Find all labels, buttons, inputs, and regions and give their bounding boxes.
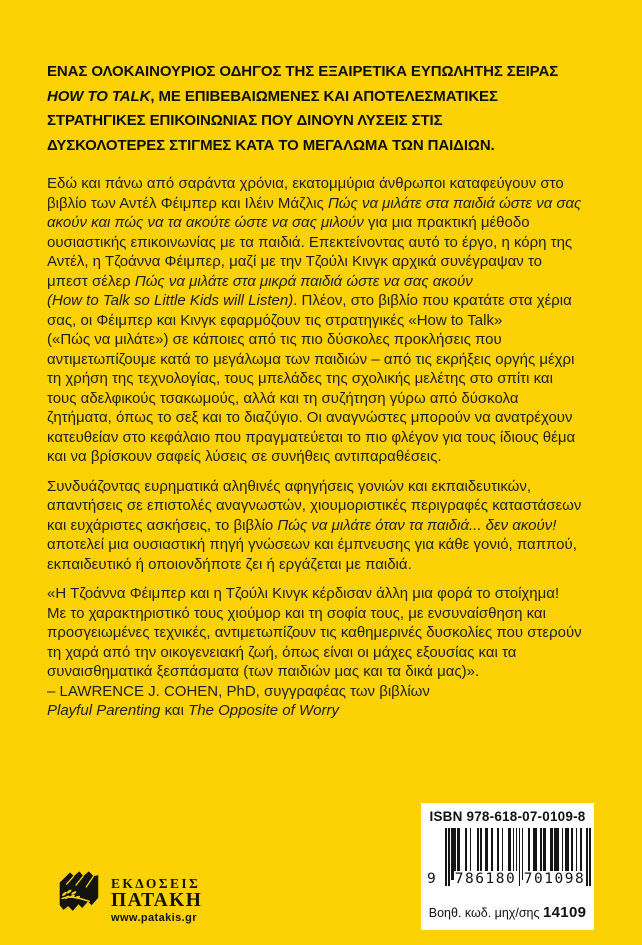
- publisher-name-block: [111, 868, 202, 924]
- publisher-logo: [55, 868, 202, 924]
- barcode-digit-group: 701098: [523, 871, 586, 887]
- paragraph: Συνδυάζοντας ευρηματικά αληθινές αφηγήσεις γονιών και εκπαιδευτικών, απαντήσεις σε επιστολές αναγνωστών, χιουμοριστικές περιγραφές καταστάσεων και ευχάριστες ασκήσεις, το βιβλίο Πώς να μιλάτε όταν τα παιδιά... δεν ακούν! αποτελεί μια ουσιαστική πηγή γνώσεων και έμπνευσης για κάθε γονιό, παππού, εκπαιδευτικό ή οποιονδήποτε ζει ή εργάζεται με παιδιά.: [47, 477, 582, 573]
- cover-headline: ΕΝΑΣ ΟΛΟΚΑΙΝΟΥΡΙΟΣ ΟΔΗΓΟΣ ΤΗΣ ΕΞΑΙΡΕΤΙΚΑ ΕΥΠΩΛΗΤΗΣ ΣΕΙΡΑΣ HOW TO TALK, ΜΕ ΕΠΙΒΕΒΑΙΩΜΕΝΕΣ ΚΑΙ ΑΠΟΤΕΛΕΣΜΑΤΙΚΕΣ ΣΤΡΑΤΗΓΙΚΕΣ ΕΠΙΚΟΙΝΩΝΙΑΣ ΠΟΥ ΔΙΝΟΥΝ ΛΥΣΕΙΣ ΣΤΙΣ ΔΥΣΚΟΛΟΤΕΡΕΣ ΣΤΙΓΜΕΣ ΚΑΤΑ ΤΟ ΜΕΓΑΛΩΜΑ ΤΩΝ ΠΑΙΔΙΩΝ.: [47, 63, 559, 154]
- publisher-name-line1: ΕΚΔΟΣΕΙΣ: [111, 876, 201, 891]
- endorsement-quote: «Η Τζοάννα Φέιμπερ και η Τζούλι Κινγκ κέρδισαν άλλη μια φορά το στοίχημα! Με το χαρακτηριστικό τους χιούμορ και τη σοφία τους, με ενσυναίσθηση και προσγειωμένες τεχνικές, αντιμετωπίζουν τις καθημερινές δυσκολίες που στερούν τη χαρά από την οικογενειακή ζωή, όπως είναι οι μάχες εξουσίας και τα συναισθηματικά ξεσπάσματα (των παιδιών μας και τα δικά μας)». – LAWRENCE J. COHEN, PhD, συγγραφέας των βιβλίων Playful Parenting και The Opposite of Worry: [47, 585, 582, 719]
- barcode-box: [421, 803, 594, 930]
- publisher-website: www.patakis.gr: [111, 912, 197, 924]
- aux-machine-code: [421, 904, 594, 921]
- isbn-label: ISBN 978-618-07-0109-8: [429, 809, 586, 824]
- cover-body-text: [47, 174, 625, 721]
- aux-code-value: 14109: [543, 904, 587, 921]
- barcode-digit-group: 9: [427, 871, 436, 887]
- barcode-digit-group: 786180: [454, 871, 517, 887]
- stacked-books-icon: [55, 868, 102, 918]
- aux-code-label: Βοηθ. κωδ. μηχ/σης: [428, 906, 540, 920]
- publisher-name-line2: ΠΑΤΑΚΗ: [111, 890, 203, 911]
- paragraph: Εδώ και πάνω από σαράντα χρόνια, εκατομμύρια άνθρωποι καταφεύγουν στο βιβλίο των Αντέλ Φέιμπερ και Ιλέιν Μάζλις Πώς να μιλάτε στα παιδιά ώστε να σας ακούν και πώς να τα ακούτε ώστε να σας μιλούν για μια πρακτική μέθοδο ουσιαστικής επικοινωνίας με τα παιδιά. Επεκτείνοντας αυτό το έργο, η κόρη της Αντέλ, η Τζοάννα Φέιμπερ, μαζί με την Τζούλι Κινγκ αρχικά συνέγραψαν το μπεστ σέλερ Πώς να μιλάτε στα μικρά παιδιά ώστε να σας ακούν (How to Talk so Little Kids will Listen). Πλέον, στο βιβλίο που κρατάτε στα χέρια σας, οι Φέιμπερ και Κινγκ εφαρμόζουν τις στρατηγικές «How to Talk» («Πώς να μιλάτε») σε κάποιες από τις πιο δύσκολες προκλήσεις που αντιμετωπίζουμε κατά το μεγάλωμα των παιδιών – από τις εκρήξεις οργής μέχρι τη χρήση της τεχνολογίας, τους μπελάδες της σχολικής μελέτης στο σπίτι και τους αδελφικούς τσακωμούς, αλλά και τη συζήτηση γύρω από δύσκολα ζητήματα, όπως το σεξ και το διαζύγιο. Οι αναγνώστες μπορούν να ανατρέχουν κατευθείαν στο κεφάλαιο που πραγματεύεται το πιο φλέγον για τους ίδιους θέμα και να βρίσκουν σαφείς λύσεις σε συνήθεις αντιπαραθέσεις.: [47, 175, 582, 465]
